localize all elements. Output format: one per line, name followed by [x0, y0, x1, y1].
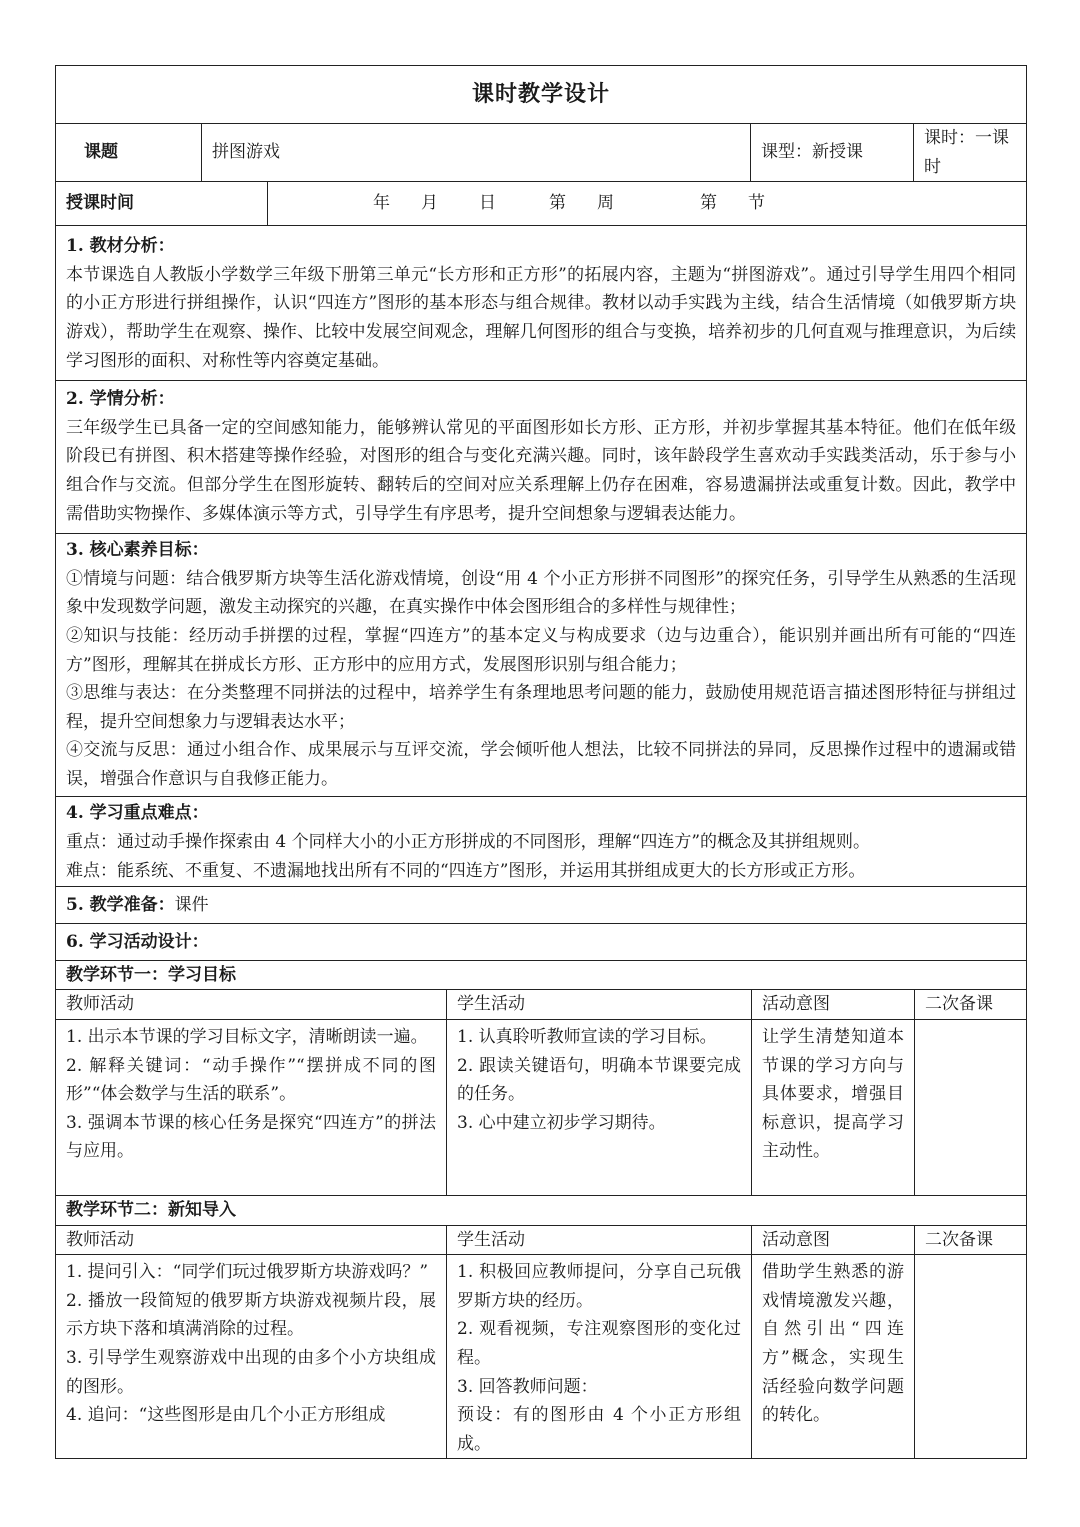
- date-year: 年: [373, 193, 390, 214]
- section-heading: 2. 学情分析：: [66, 389, 175, 410]
- topic-value: 拼图游戏: [202, 124, 751, 182]
- teacher-step: 2. 解释关键词：“动手操作”“摆拼成不同的图形”“体会数学与生活的联系”。: [66, 1055, 436, 1105]
- section-learner-analysis: [56, 381, 1027, 534]
- teacher-step: 4. 追问：“这些图形是由几个小正方形组成: [66, 1405, 386, 1426]
- col-header-teacher: 教师活动: [56, 1225, 447, 1255]
- stage-1-student: [447, 1019, 752, 1195]
- stage-2-student: [447, 1255, 752, 1459]
- student-step: 1. 积极回应教师提问，分享自己玩俄罗斯方块的经历。: [457, 1262, 741, 1311]
- section-body: 三年级学生已具备一定的空间感知能力，能够辨认常见的平面图形如长方形、正方形，并初步掌握其基本特征。他们在低年级阶段已有拼图、积木搭建等操作经验，对图形的组合与变化充满兴趣。同时，该年龄段学生喜欢动手实践类活动，乐于参与小组合作与交流。但部分学生在图形旋转、翻转后的空间对应关系理解上仍存在困难，容易遗漏拼法或重复计数。因此，教学中需借助实物操作、多媒体演示等方式，引导学生有序思考，提升空间想象与逻辑表达能力。: [66, 417, 1017, 524]
- page-title: 课时教学设计: [56, 66, 1027, 124]
- date-week: 周: [597, 193, 614, 214]
- col-header-revision: 二次备课: [915, 1225, 1027, 1255]
- stage-2-teacher: [56, 1255, 447, 1459]
- stage-2-revision: [915, 1255, 1027, 1459]
- col-header-intent: 活动意图: [752, 1225, 915, 1255]
- goal-item: ①情境与问题：结合俄罗斯方块等生活化游戏情境，创设“用 4 个小正方形拼不同图形”的探究任务，引导学生从熟悉的生活现象中发现数学问题，激发主动探究的兴趣，在真实操作中体会图形组合的多样性与规律性；: [66, 568, 1017, 618]
- section-body: 本节课选自人教版小学数学三年级下册第三单元“长方形和正方形”的拓展内容，主题为“拼图游戏”。通过引导学生用四个相同的小正方形进行拼组操作，认识“四连方”图形的基本形态与组合规律。教材以动手实践为主线，结合生活情境（如俄罗斯方块游戏），帮助学生在观察、操作、比较中发展空间观念，理解几何图形的组合与变换，培养初步的几何直观与推理意识，为后续学习图形的面积、对称性等内容奠定基础。: [66, 264, 1017, 371]
- col-header-revision: 二次备课: [915, 990, 1027, 1020]
- section-activity-design: 6. 学习活动设计：: [56, 924, 1027, 961]
- section-heading: 3. 核心素养目标：: [66, 540, 209, 561]
- activity-table: [55, 960, 1027, 1460]
- date-period-prefix: 第: [700, 193, 717, 214]
- date-week-prefix: 第: [549, 193, 566, 214]
- section-key-difficult: [56, 797, 1027, 887]
- date-blanks: [268, 182, 1027, 226]
- lesson-type: 课型：新授课: [751, 124, 914, 182]
- student-step: 3. 心中建立初步学习期待。: [457, 1112, 666, 1133]
- lesson-period: 课时：一课时: [914, 124, 1027, 182]
- topic-label: 课题: [56, 124, 202, 182]
- goal-item: ④交流与反思：通过小组合作、成果展示与互评交流，学会倾听他人想法，比较不同拼法的异同，反思操作过程中的遗漏或错误，增强合作意识与自我修正能力。: [66, 740, 1017, 789]
- col-header-teacher: 教师活动: [56, 990, 447, 1020]
- preparation-value: 课件: [174, 894, 209, 915]
- date-day: 日: [479, 193, 496, 214]
- teacher-step: 1. 出示本节课的学习目标文字，清晰朗读一遍。: [66, 1026, 428, 1047]
- student-step: 3. 回答教师问题：: [457, 1376, 598, 1397]
- time-label: 授课时间: [56, 182, 268, 226]
- section-heading: 4. 学习重点难点：: [66, 803, 209, 824]
- student-step: 1. 认真聆听教师宣读的学习目标。: [457, 1026, 717, 1047]
- stage-1-intent: 让学生清楚知道本节课的学习方向与具体要求，增强目标意识，提高学习主动性。: [752, 1019, 915, 1195]
- teacher-step: 2. 播放一段简短的俄罗斯方块游戏视频片段，展示方块下落和填满消除的过程。: [66, 1290, 436, 1340]
- student-step: 2. 跟读关键语句，明确本节课要完成的任务。: [457, 1055, 741, 1105]
- section-textbook-analysis: [56, 226, 1027, 381]
- difficult-point: 难点：能系统、不重复、不遗漏地找出所有不同的“四连方”图形，并运用其拼组成更大的长方形或正方形。: [66, 860, 866, 881]
- stage-1-revision: [915, 1019, 1027, 1195]
- student-step: 预设：有的图形由 4 个小正方形组成。: [457, 1405, 741, 1454]
- teacher-step: 3. 强调本节课的核心任务是探究“四连方”的拼法与应用。: [66, 1112, 436, 1162]
- col-header-intent: 活动意图: [752, 990, 915, 1020]
- student-step: 2. 观看视频，专注观察图形的变化过程。: [457, 1319, 741, 1368]
- date-period: 节: [748, 193, 765, 214]
- col-header-student: 学生活动: [447, 990, 752, 1020]
- date-month: 月: [421, 193, 438, 214]
- stage-2-intent: 借助学生熟悉的游戏情境激发兴趣，自然引出“四连方”概念，实现生活经验向数学问题的转化。: [752, 1255, 915, 1459]
- teacher-step: 1. 提问引入：“同学们玩过俄罗斯方块游戏吗？”: [66, 1262, 429, 1283]
- goal-item: ③思维与表达：在分类整理不同拼法的过程中，培养学生有条理地思考问题的能力，鼓励使用规范语言描述图形特征与拼组过程，提升空间想象力与逻辑表达水平；: [66, 683, 1017, 732]
- lesson-plan-table: [55, 65, 1027, 961]
- key-point: 重点：通过动手操作探索由 4 个同样大小的小正方形拼成的不同图形，理解“四连方”的概念及其拼组规则。: [66, 832, 871, 853]
- col-header-student: 学生活动: [447, 1225, 752, 1255]
- stage-2-title: 教学环节二：新知导入: [56, 1195, 1027, 1225]
- goal-item: ②知识与技能：经历动手拼摆的过程，掌握“四连方”的基本定义与构成要求（边与边重合），能识别并画出所有可能的“四连方”图形，理解其在拼成长方形、正方形中的应用方式，发展图形识别与组合能力；: [66, 625, 1017, 675]
- section-heading: 5. 教学准备：: [66, 894, 175, 915]
- stage-1-teacher: [56, 1019, 447, 1195]
- lesson-plan-document: [55, 65, 1026, 1459]
- section-core-goals: [56, 534, 1027, 797]
- section-heading: 1. 教材分析：: [66, 236, 175, 257]
- section-preparation: [56, 887, 1027, 924]
- stage-1-title: 教学环节一：学习目标: [56, 960, 1027, 990]
- teacher-step: 3. 引导学生观察游戏中出现的由多个小方块组成的图形。: [66, 1347, 436, 1397]
